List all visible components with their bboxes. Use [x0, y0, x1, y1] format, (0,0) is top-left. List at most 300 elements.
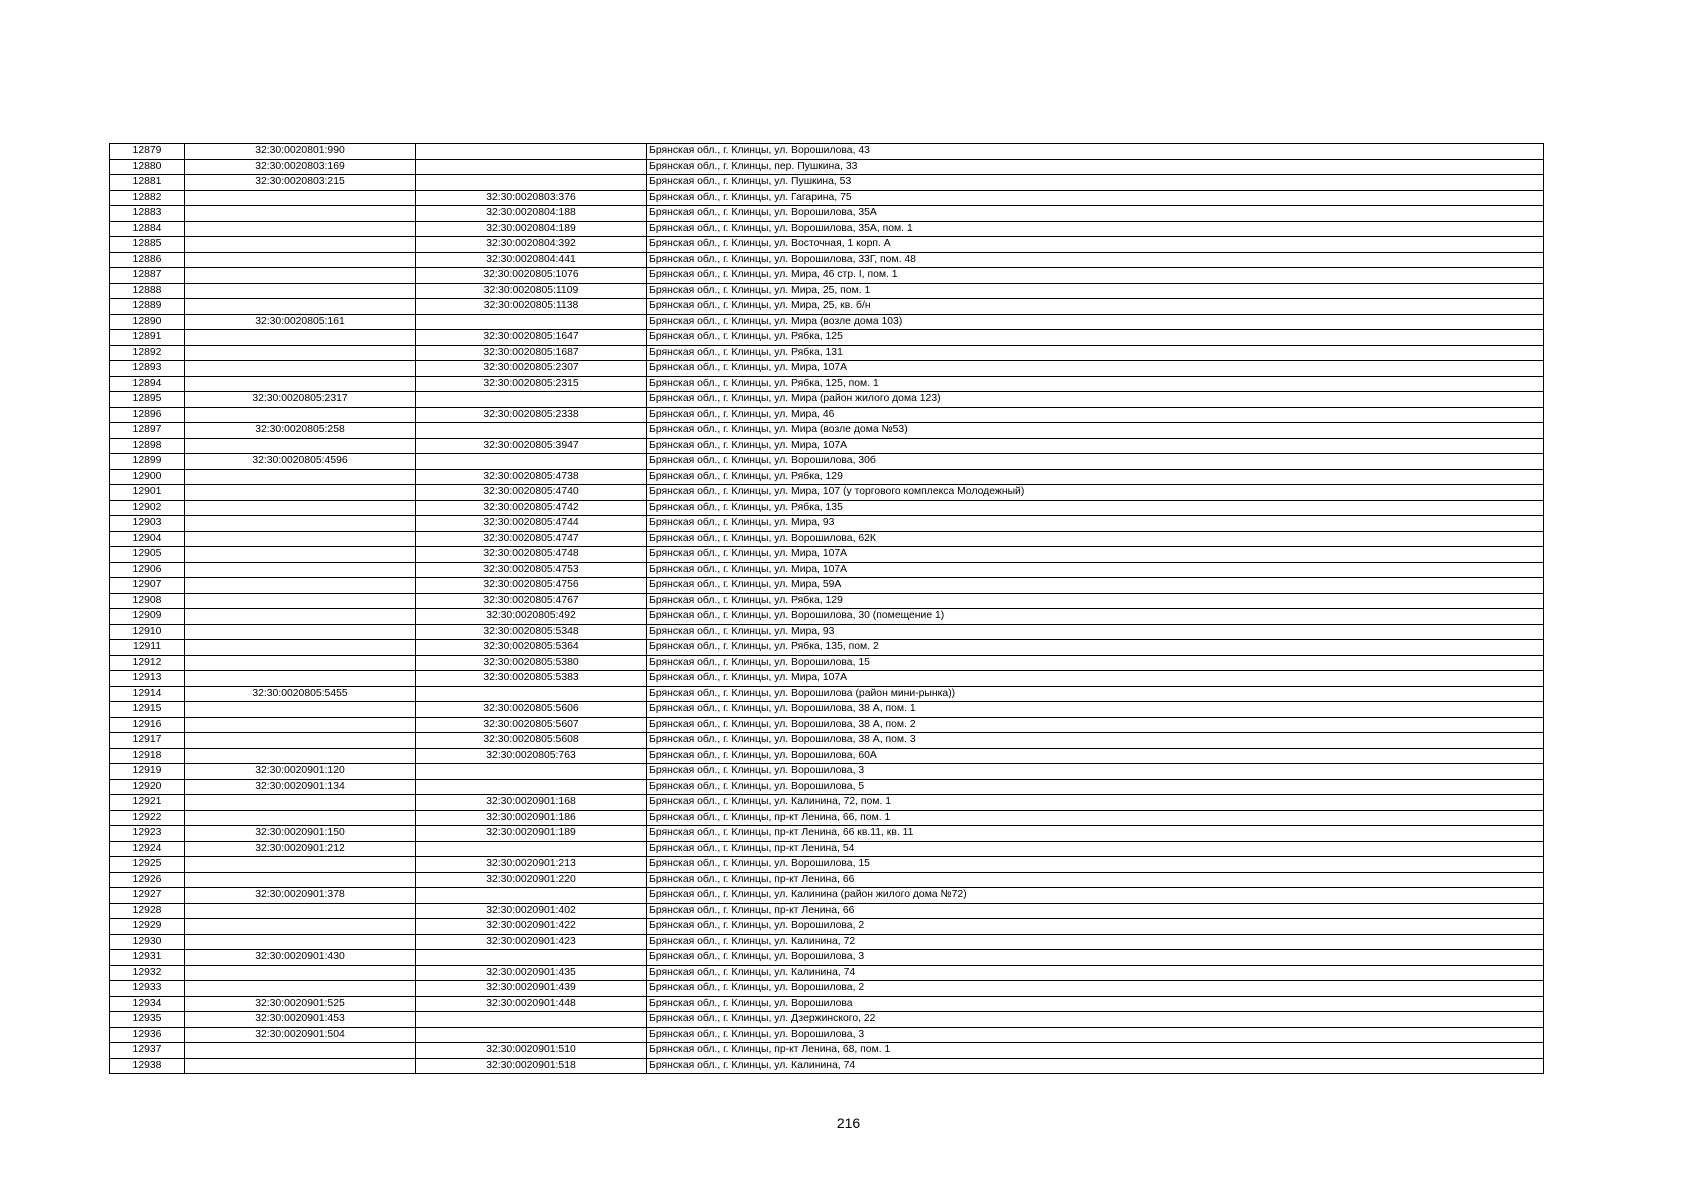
row-number-cell: 12915	[110, 702, 185, 718]
land-cadastral-number-cell: 32:30:0020805:258	[185, 423, 416, 439]
address-cell: Брянская обл., г. Клинцы, ул. Ворошилова, 35А, пом. 1	[647, 221, 1544, 237]
row-number-cell: 12937	[110, 1043, 185, 1059]
address-cell: Брянская обл., г. Клинцы, ул. Мира, 107А	[647, 562, 1544, 578]
address-cell: Брянская обл., г. Клинцы, ул. Мира, 107А	[647, 547, 1544, 563]
address-cell: Брянская обл., г. Клинцы, ул. Калинина, 74	[647, 1058, 1544, 1074]
building-cadastral-number-cell: 32:30:0020901:213	[416, 857, 647, 873]
registry-table-body	[110, 144, 1544, 1074]
building-cadastral-number-cell: 32:30:0020805:2307	[416, 361, 647, 377]
address-cell: Брянская обл., г. Клинцы, ул. Ворошилова, 15	[647, 857, 1544, 873]
row-number-cell: 12923	[110, 826, 185, 842]
row-number-cell: 12920	[110, 779, 185, 795]
address-cell: Брянская обл., г. Клинцы, пр-кт Ленина, 66 кв.11, кв. 11	[647, 826, 1544, 842]
address-cell: Брянская обл., г. Клинцы, ул. Мира, 107А	[647, 361, 1544, 377]
address-cell: Брянская обл., г. Клинцы, ул. Ворошилова, 38 А, пом. 1	[647, 702, 1544, 718]
land-cadastral-number-cell: 32:30:0020805:5455	[185, 686, 416, 702]
land-cadastral-number-cell	[185, 733, 416, 749]
land-cadastral-number-cell: 32:30:0020803:215	[185, 175, 416, 191]
building-cadastral-number-cell	[416, 841, 647, 857]
land-cadastral-number-cell: 32:30:0020901:430	[185, 950, 416, 966]
building-cadastral-number-cell	[416, 144, 647, 160]
row-number-cell: 12933	[110, 981, 185, 997]
table-row	[110, 345, 1544, 361]
row-number-cell: 12906	[110, 562, 185, 578]
building-cadastral-number-cell	[416, 1027, 647, 1043]
building-cadastral-number-cell: 32:30:0020805:763	[416, 748, 647, 764]
building-cadastral-number-cell: 32:30:0020901:435	[416, 965, 647, 981]
building-cadastral-number-cell: 32:30:0020901:448	[416, 996, 647, 1012]
row-number-cell: 12889	[110, 299, 185, 315]
address-cell: Брянская обл., г. Клинцы, ул. Ворошилова, 60А	[647, 748, 1544, 764]
table-row	[110, 376, 1544, 392]
building-cadastral-number-cell	[416, 888, 647, 904]
building-cadastral-number-cell: 32:30:0020805:2338	[416, 407, 647, 423]
building-cadastral-number-cell	[416, 779, 647, 795]
row-number-cell: 12886	[110, 252, 185, 268]
land-cadastral-number-cell	[185, 857, 416, 873]
address-cell: Брянская обл., г. Клинцы, ул. Ворошилова	[647, 996, 1544, 1012]
address-cell: Брянская обл., г. Клинцы, ул. Мира, 107 (у торгового комплекса Молодежный)	[647, 485, 1544, 501]
table-row	[110, 516, 1544, 532]
building-cadastral-number-cell	[416, 314, 647, 330]
address-cell: Брянская обл., г. Клинцы, ул. Мира (район жилого дома 123)	[647, 392, 1544, 408]
row-number-cell: 12884	[110, 221, 185, 237]
building-cadastral-number-cell: 32:30:0020805:4742	[416, 500, 647, 516]
row-number-cell: 12880	[110, 159, 185, 175]
row-number-cell: 12911	[110, 640, 185, 656]
row-number-cell: 12892	[110, 345, 185, 361]
table-row	[110, 407, 1544, 423]
row-number-cell: 12930	[110, 934, 185, 950]
row-number-cell: 12883	[110, 206, 185, 222]
row-number-cell: 12917	[110, 733, 185, 749]
land-cadastral-number-cell	[185, 671, 416, 687]
building-cadastral-number-cell: 32:30:0020805:5383	[416, 671, 647, 687]
row-number-cell: 12924	[110, 841, 185, 857]
address-cell: Брянская обл., г. Клинцы, ул. Ворошилова, 33Г, пом. 48	[647, 252, 1544, 268]
table-row	[110, 996, 1544, 1012]
building-cadastral-number-cell: 32:30:0020805:4740	[416, 485, 647, 501]
row-number-cell: 12879	[110, 144, 185, 160]
building-cadastral-number-cell	[416, 950, 647, 966]
land-cadastral-number-cell	[185, 562, 416, 578]
building-cadastral-number-cell	[416, 764, 647, 780]
table-row	[110, 500, 1544, 516]
row-number-cell: 12926	[110, 872, 185, 888]
row-number-cell: 12921	[110, 795, 185, 811]
building-cadastral-number-cell: 32:30:0020805:4748	[416, 547, 647, 563]
land-cadastral-number-cell: 32:30:0020901:378	[185, 888, 416, 904]
row-number-cell: 12903	[110, 516, 185, 532]
table-row	[110, 655, 1544, 671]
building-cadastral-number-cell	[416, 454, 647, 470]
land-cadastral-number-cell	[185, 500, 416, 516]
address-cell: Брянская обл., г. Клинцы, ул. Ворошилова, 62К	[647, 531, 1544, 547]
land-cadastral-number-cell: 32:30:0020801:990	[185, 144, 416, 160]
building-cadastral-number-cell: 32:30:0020804:188	[416, 206, 647, 222]
row-number-cell: 12936	[110, 1027, 185, 1043]
row-number-cell: 12885	[110, 237, 185, 253]
building-cadastral-number-cell: 32:30:0020805:5606	[416, 702, 647, 718]
land-cadastral-number-cell	[185, 965, 416, 981]
address-cell: Брянская обл., г. Клинцы, ул. Мира, 107А	[647, 671, 1544, 687]
address-cell: Брянская обл., г. Клинцы, ул. Ворошилова, 38 А, пом. 2	[647, 717, 1544, 733]
land-cadastral-number-cell	[185, 655, 416, 671]
building-cadastral-number-cell: 32:30:0020901:186	[416, 810, 647, 826]
address-cell: Брянская обл., г. Клинцы, пр-кт Ленина, 66	[647, 872, 1544, 888]
table-row	[110, 934, 1544, 950]
address-cell: Брянская обл., г. Клинцы, пр-кт Ленина, 54	[647, 841, 1544, 857]
row-number-cell: 12887	[110, 268, 185, 284]
building-cadastral-number-cell: 32:30:0020805:5607	[416, 717, 647, 733]
table-row	[110, 593, 1544, 609]
row-number-cell: 12916	[110, 717, 185, 733]
building-cadastral-number-cell	[416, 686, 647, 702]
row-number-cell: 12899	[110, 454, 185, 470]
table-row	[110, 283, 1544, 299]
address-cell: Брянская обл., г. Клинцы, ул. Ворошилова, 15	[647, 655, 1544, 671]
land-cadastral-number-cell	[185, 717, 416, 733]
address-cell: Брянская обл., г. Клинцы, ул. Мира (возле дома №53)	[647, 423, 1544, 439]
land-cadastral-number-cell: 32:30:0020901:120	[185, 764, 416, 780]
building-cadastral-number-cell: 32:30:0020901:189	[416, 826, 647, 842]
land-cadastral-number-cell: 32:30:0020901:525	[185, 996, 416, 1012]
land-cadastral-number-cell	[185, 252, 416, 268]
land-cadastral-number-cell	[185, 268, 416, 284]
row-number-cell: 12893	[110, 361, 185, 377]
table-row	[110, 748, 1544, 764]
row-number-cell: 12928	[110, 903, 185, 919]
table-row	[110, 438, 1544, 454]
table-row	[110, 903, 1544, 919]
property-registry-table	[109, 143, 1544, 1074]
row-number-cell: 12895	[110, 392, 185, 408]
row-number-cell: 12901	[110, 485, 185, 501]
land-cadastral-number-cell	[185, 283, 416, 299]
row-number-cell: 12914	[110, 686, 185, 702]
land-cadastral-number-cell	[185, 547, 416, 563]
address-cell: Брянская обл., г. Клинцы, ул. Ворошилова, 2	[647, 919, 1544, 935]
row-number-cell: 12912	[110, 655, 185, 671]
land-cadastral-number-cell: 32:30:0020901:150	[185, 826, 416, 842]
table-row	[110, 950, 1544, 966]
table-row	[110, 919, 1544, 935]
table-row	[110, 159, 1544, 175]
land-cadastral-number-cell	[185, 748, 416, 764]
table-row	[110, 717, 1544, 733]
table-row	[110, 562, 1544, 578]
row-number-cell: 12925	[110, 857, 185, 873]
building-cadastral-number-cell	[416, 392, 647, 408]
building-cadastral-number-cell: 32:30:0020805:5348	[416, 624, 647, 640]
address-cell: Брянская обл., г. Клинцы, пр-кт Ленина, 66	[647, 903, 1544, 919]
table-row	[110, 268, 1544, 284]
row-number-cell: 12881	[110, 175, 185, 191]
row-number-cell: 12905	[110, 547, 185, 563]
building-cadastral-number-cell: 32:30:0020901:220	[416, 872, 647, 888]
table-row	[110, 175, 1544, 191]
row-number-cell: 12938	[110, 1058, 185, 1074]
land-cadastral-number-cell	[185, 361, 416, 377]
row-number-cell: 12935	[110, 1012, 185, 1028]
table-row	[110, 252, 1544, 268]
building-cadastral-number-cell: 32:30:0020805:5608	[416, 733, 647, 749]
land-cadastral-number-cell	[185, 190, 416, 206]
address-cell: Брянская обл., г. Клинцы, пр-кт Ленина, 68, пом. 1	[647, 1043, 1544, 1059]
table-row	[110, 1058, 1544, 1074]
land-cadastral-number-cell: 32:30:0020805:161	[185, 314, 416, 330]
address-cell: Брянская обл., г. Клинцы, ул. Мира, 25, пом. 1	[647, 283, 1544, 299]
table-row	[110, 144, 1544, 160]
row-number-cell: 12882	[110, 190, 185, 206]
building-cadastral-number-cell: 32:30:0020805:1138	[416, 299, 647, 315]
table-row	[110, 872, 1544, 888]
land-cadastral-number-cell	[185, 237, 416, 253]
land-cadastral-number-cell	[185, 702, 416, 718]
table-row	[110, 190, 1544, 206]
address-cell: Брянская обл., г. Клинцы, ул. Рябка, 135	[647, 500, 1544, 516]
land-cadastral-number-cell	[185, 919, 416, 935]
land-cadastral-number-cell	[185, 593, 416, 609]
building-cadastral-number-cell: 32:30:0020901:402	[416, 903, 647, 919]
land-cadastral-number-cell	[185, 485, 416, 501]
table-row	[110, 330, 1544, 346]
row-number-cell: 12897	[110, 423, 185, 439]
building-cadastral-number-cell	[416, 423, 647, 439]
land-cadastral-number-cell	[185, 609, 416, 625]
table-row	[110, 764, 1544, 780]
address-cell: Брянская обл., г. Клинцы, ул. Восточная, 1 корп. А	[647, 237, 1544, 253]
table-row	[110, 1043, 1544, 1059]
row-number-cell: 12888	[110, 283, 185, 299]
row-number-cell: 12894	[110, 376, 185, 392]
table-row	[110, 795, 1544, 811]
table-row	[110, 423, 1544, 439]
address-cell: Брянская обл., г. Клинцы, пер. Пушкина, 33	[647, 159, 1544, 175]
land-cadastral-number-cell	[185, 1043, 416, 1059]
table-row	[110, 981, 1544, 997]
land-cadastral-number-cell	[185, 345, 416, 361]
land-cadastral-number-cell	[185, 469, 416, 485]
building-cadastral-number-cell	[416, 159, 647, 175]
land-cadastral-number-cell	[185, 1058, 416, 1074]
row-number-cell: 12907	[110, 578, 185, 594]
address-cell: Брянская обл., г. Клинцы, ул. Ворошилова (район мини-рынка))	[647, 686, 1544, 702]
address-cell: Брянская обл., г. Клинцы, ул. Рябка, 125	[647, 330, 1544, 346]
row-number-cell: 12922	[110, 810, 185, 826]
table-row	[110, 857, 1544, 873]
table-row	[110, 1012, 1544, 1028]
row-number-cell: 12890	[110, 314, 185, 330]
table-row	[110, 221, 1544, 237]
address-cell: Брянская обл., г. Клинцы, ул. Ворошилова, 5	[647, 779, 1544, 795]
land-cadastral-number-cell	[185, 578, 416, 594]
table-row	[110, 361, 1544, 377]
page-number: 216	[836, 1115, 861, 1131]
row-number-cell: 12918	[110, 748, 185, 764]
land-cadastral-number-cell	[185, 810, 416, 826]
land-cadastral-number-cell: 32:30:0020901:134	[185, 779, 416, 795]
land-cadastral-number-cell	[185, 903, 416, 919]
table-row	[110, 469, 1544, 485]
building-cadastral-number-cell: 32:30:0020803:376	[416, 190, 647, 206]
land-cadastral-number-cell	[185, 640, 416, 656]
land-cadastral-number-cell: 32:30:0020803:169	[185, 159, 416, 175]
address-cell: Брянская обл., г. Клинцы, ул. Рябка, 129	[647, 593, 1544, 609]
land-cadastral-number-cell	[185, 516, 416, 532]
building-cadastral-number-cell: 32:30:0020805:4738	[416, 469, 647, 485]
land-cadastral-number-cell	[185, 206, 416, 222]
building-cadastral-number-cell: 32:30:0020805:4744	[416, 516, 647, 532]
table-row	[110, 702, 1544, 718]
building-cadastral-number-cell: 32:30:0020804:189	[416, 221, 647, 237]
address-cell: Брянская обл., г. Клинцы, ул. Ворошилова, 3	[647, 764, 1544, 780]
table-row	[110, 1027, 1544, 1043]
address-cell: Брянская обл., г. Клинцы, ул. Ворошилова, 30 (помещение 1)	[647, 609, 1544, 625]
land-cadastral-number-cell	[185, 531, 416, 547]
row-number-cell: 12900	[110, 469, 185, 485]
row-number-cell: 12929	[110, 919, 185, 935]
building-cadastral-number-cell: 32:30:0020805:5364	[416, 640, 647, 656]
address-cell: Брянская обл., г. Клинцы, ул. Рябка, 129	[647, 469, 1544, 485]
building-cadastral-number-cell: 32:30:0020805:4747	[416, 531, 647, 547]
address-cell: Брянская обл., г. Клинцы, ул. Мира, 59А	[647, 578, 1544, 594]
row-number-cell: 12909	[110, 609, 185, 625]
address-cell: Брянская обл., г. Клинцы, ул. Мира, 93	[647, 624, 1544, 640]
row-number-cell: 12927	[110, 888, 185, 904]
address-cell: Брянская обл., г. Клинцы, ул. Калинина, 72	[647, 934, 1544, 950]
land-cadastral-number-cell	[185, 299, 416, 315]
building-cadastral-number-cell: 32:30:0020901:168	[416, 795, 647, 811]
land-cadastral-number-cell: 32:30:0020805:2317	[185, 392, 416, 408]
address-cell: Брянская обл., г. Клинцы, ул. Калинина (район жилого дома №72)	[647, 888, 1544, 904]
table-row	[110, 578, 1544, 594]
address-cell: Брянская обл., г. Клинцы, ул. Рябка, 131	[647, 345, 1544, 361]
address-cell: Брянская обл., г. Клинцы, ул. Мира, 107А	[647, 438, 1544, 454]
land-cadastral-number-cell	[185, 438, 416, 454]
address-cell: Брянская обл., г. Клинцы, ул. Ворошилова, 30б	[647, 454, 1544, 470]
table-row	[110, 624, 1544, 640]
table-row	[110, 965, 1544, 981]
table-row	[110, 686, 1544, 702]
row-number-cell: 12908	[110, 593, 185, 609]
building-cadastral-number-cell: 32:30:0020805:492	[416, 609, 647, 625]
table-row	[110, 671, 1544, 687]
address-cell: Брянская обл., г. Клинцы, ул. Ворошилова, 38 А, пом. 3	[647, 733, 1544, 749]
address-cell: Брянская обл., г. Клинцы, ул. Рябка, 125, пом. 1	[647, 376, 1544, 392]
building-cadastral-number-cell: 32:30:0020805:4756	[416, 578, 647, 594]
table-row	[110, 547, 1544, 563]
address-cell: Брянская обл., г. Клинцы, ул. Дзержинского, 22	[647, 1012, 1544, 1028]
row-number-cell: 12919	[110, 764, 185, 780]
building-cadastral-number-cell: 32:30:0020804:392	[416, 237, 647, 253]
row-number-cell: 12891	[110, 330, 185, 346]
address-cell: Брянская обл., г. Клинцы, ул. Рябка, 135, пом. 2	[647, 640, 1544, 656]
row-number-cell: 12913	[110, 671, 185, 687]
table-row	[110, 299, 1544, 315]
address-cell: Брянская обл., г. Клинцы, пр-кт Ленина, 66, пом. 1	[647, 810, 1544, 826]
table-row	[110, 841, 1544, 857]
address-cell: Брянская обл., г. Клинцы, ул. Мира, 46	[647, 407, 1544, 423]
table-row	[110, 454, 1544, 470]
address-cell: Брянская обл., г. Клинцы, ул. Мира, 93	[647, 516, 1544, 532]
building-cadastral-number-cell: 32:30:0020805:3947	[416, 438, 647, 454]
address-cell: Брянская обл., г. Клинцы, ул. Гагарина, 75	[647, 190, 1544, 206]
table-row	[110, 609, 1544, 625]
building-cadastral-number-cell: 32:30:0020805:2315	[416, 376, 647, 392]
row-number-cell: 12931	[110, 950, 185, 966]
building-cadastral-number-cell: 32:30:0020805:4767	[416, 593, 647, 609]
table-row	[110, 392, 1544, 408]
building-cadastral-number-cell	[416, 1012, 647, 1028]
table-row	[110, 531, 1544, 547]
land-cadastral-number-cell	[185, 872, 416, 888]
land-cadastral-number-cell	[185, 221, 416, 237]
building-cadastral-number-cell: 32:30:0020901:423	[416, 934, 647, 950]
row-number-cell: 12934	[110, 996, 185, 1012]
address-cell: Брянская обл., г. Клинцы, ул. Пушкина, 53	[647, 175, 1544, 191]
building-cadastral-number-cell	[416, 175, 647, 191]
address-cell: Брянская обл., г. Клинцы, ул. Ворошилова, 35А	[647, 206, 1544, 222]
row-number-cell: 12910	[110, 624, 185, 640]
land-cadastral-number-cell	[185, 330, 416, 346]
building-cadastral-number-cell: 32:30:0020805:1687	[416, 345, 647, 361]
building-cadastral-number-cell: 32:30:0020805:1076	[416, 268, 647, 284]
row-number-cell: 12932	[110, 965, 185, 981]
land-cadastral-number-cell: 32:30:0020805:4596	[185, 454, 416, 470]
row-number-cell: 12902	[110, 500, 185, 516]
building-cadastral-number-cell: 32:30:0020805:5380	[416, 655, 647, 671]
row-number-cell: 12896	[110, 407, 185, 423]
address-cell: Брянская обл., г. Клинцы, ул. Ворошилова, 2	[647, 981, 1544, 997]
building-cadastral-number-cell: 32:30:0020901:510	[416, 1043, 647, 1059]
building-cadastral-number-cell: 32:30:0020805:1109	[416, 283, 647, 299]
building-cadastral-number-cell: 32:30:0020804:441	[416, 252, 647, 268]
land-cadastral-number-cell: 32:30:0020901:504	[185, 1027, 416, 1043]
building-cadastral-number-cell: 32:30:0020901:439	[416, 981, 647, 997]
land-cadastral-number-cell	[185, 934, 416, 950]
table-row	[110, 888, 1544, 904]
address-cell: Брянская обл., г. Клинцы, ул. Мира (возле дома 103)	[647, 314, 1544, 330]
address-cell: Брянская обл., г. Клинцы, ул. Ворошилова, 3	[647, 1027, 1544, 1043]
table-row	[110, 810, 1544, 826]
table-row	[110, 485, 1544, 501]
land-cadastral-number-cell: 32:30:0020901:212	[185, 841, 416, 857]
row-number-cell: 12904	[110, 531, 185, 547]
address-cell: Брянская обл., г. Клинцы, ул. Калинина, 74	[647, 965, 1544, 981]
address-cell: Брянская обл., г. Клинцы, ул. Ворошилова, 3	[647, 950, 1544, 966]
address-cell: Брянская обл., г. Клинцы, ул. Калинина, 72, пом. 1	[647, 795, 1544, 811]
table-row	[110, 640, 1544, 656]
building-cadastral-number-cell: 32:30:0020901:422	[416, 919, 647, 935]
row-number-cell: 12898	[110, 438, 185, 454]
land-cadastral-number-cell	[185, 624, 416, 640]
land-cadastral-number-cell	[185, 795, 416, 811]
table-row	[110, 314, 1544, 330]
table-row	[110, 826, 1544, 842]
land-cadastral-number-cell	[185, 376, 416, 392]
address-cell: Брянская обл., г. Клинцы, ул. Мира, 46 стр. I, пом. 1	[647, 268, 1544, 284]
table-row	[110, 733, 1544, 749]
building-cadastral-number-cell: 32:30:0020805:1647	[416, 330, 647, 346]
address-cell: Брянская обл., г. Клинцы, ул. Ворошилова, 43	[647, 144, 1544, 160]
table-row	[110, 206, 1544, 222]
building-cadastral-number-cell: 32:30:0020805:4753	[416, 562, 647, 578]
land-cadastral-number-cell: 32:30:0020901:453	[185, 1012, 416, 1028]
building-cadastral-number-cell: 32:30:0020901:518	[416, 1058, 647, 1074]
table-row	[110, 237, 1544, 253]
table-row	[110, 779, 1544, 795]
